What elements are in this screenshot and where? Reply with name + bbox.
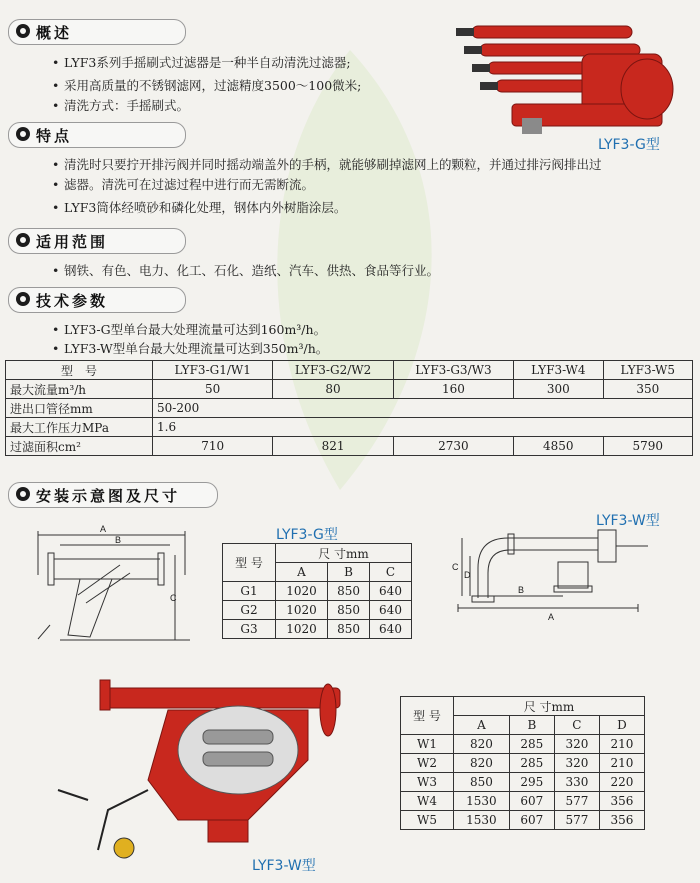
bullet-circle-icon [16, 24, 30, 38]
dimension-b-label: B [115, 535, 122, 545]
lyf3-w-product-photo [28, 670, 358, 870]
table-row: 型 号 尺 寸mm [223, 544, 412, 563]
w-dimension-table [400, 696, 645, 830]
lyf3-g-drawing [20, 515, 210, 655]
g-dimension-table [222, 543, 412, 639]
dimension-d-label: D [464, 570, 471, 580]
bottom-photo-label: LYF3-W型 [252, 858, 316, 874]
table-row: W2 820 285 320 210 [401, 754, 645, 773]
table-row: A B C D [401, 716, 645, 735]
table-row: 最大工作压力MPa 1.6 [6, 418, 693, 437]
table-row: W5 1530 607 577 356 [401, 811, 645, 830]
g-drawing-label: LYF3-G型 [276, 527, 338, 543]
overview-bullet: • 采用高质量的不锈钢滤网，过滤精度3500～100微米; [64, 77, 361, 95]
table-row: W4 1530 607 577 356 [401, 792, 645, 811]
table-row: W1 820 285 320 210 [401, 735, 645, 754]
section-title-params: 技术参数 [8, 287, 186, 313]
bullet-circle-icon [16, 127, 30, 141]
section-title-scope: 适用范围 [8, 228, 186, 254]
features-bullet-continued: • 滤器。清洗可在过滤过程中进行而无需断流。 [64, 176, 314, 194]
table-row: 过滤面积cm² 710 821 2730 4850 5790 [6, 437, 693, 456]
section-title-features: 特点 [8, 122, 186, 148]
features-bullet: • 清洗时只要拧开排污阀并同时摇动端盖外的手柄，就能够刷掉滤网上的颗粒，并通过排污阀排出过 [64, 156, 602, 174]
spec-table [5, 360, 693, 456]
overview-bullet: • LYF3系列手摇刷式过滤器是一种半自动清洗过滤器; [64, 54, 351, 72]
table-row: 型 号 LYF3-G1/W1 LYF3-G2/W2 LYF3-G3/W3 LYF3-W4 LYF3-W5 [6, 361, 693, 380]
params-bullet: • LYF3-W型单台最大处理流量可达到350m³/h。 [64, 340, 328, 358]
table-row: G2 1020 850 640 [223, 601, 412, 620]
params-bullet: • LYF3-G型单台最大处理流量可达到160m³/h。 [64, 321, 326, 339]
scope-bullet: • 钢铁、有色、电力、化工、石化、造纸、汽车、供热、食品等行业。 [64, 262, 439, 280]
section-title-overview: 概述 [8, 19, 186, 45]
table-row: A B C [223, 563, 412, 582]
w-drawing-label: LYF3-W型 [596, 513, 660, 529]
bullet-circle-icon [16, 487, 30, 501]
dimension-c-label: C [170, 593, 177, 603]
top-photo-label: LYF3-G型 [598, 137, 660, 153]
table-row: W3 850 295 330 220 [401, 773, 645, 792]
dimension-c-label: C [452, 562, 459, 572]
dimension-a-label: A [548, 612, 555, 622]
bullet-circle-icon [16, 233, 30, 247]
lyf3-g-product-photo [432, 14, 694, 136]
dimension-a-label: A [100, 524, 107, 534]
section-title-install: 安装示意图及尺寸 [8, 482, 218, 508]
bullet-circle-icon [16, 292, 30, 306]
table-row: 最大流量m³/h 50 80 160 300 350 [6, 380, 693, 399]
table-row: 进出口管径mm 50-200 [6, 399, 693, 418]
dimension-b-label: B [518, 585, 525, 595]
table-row: G3 1020 850 640 [223, 620, 412, 639]
table-row: G1 1020 850 640 [223, 582, 412, 601]
overview-bullet: • 清洗方式：手摇刷式。 [64, 97, 189, 115]
lyf3-w-drawing [448, 528, 668, 628]
features-bullet: • LYF3筒体经喷砂和磷化处理，钢体内外树脂涂层。 [64, 199, 346, 217]
table-row: 型 号 尺 寸mm [401, 697, 645, 716]
